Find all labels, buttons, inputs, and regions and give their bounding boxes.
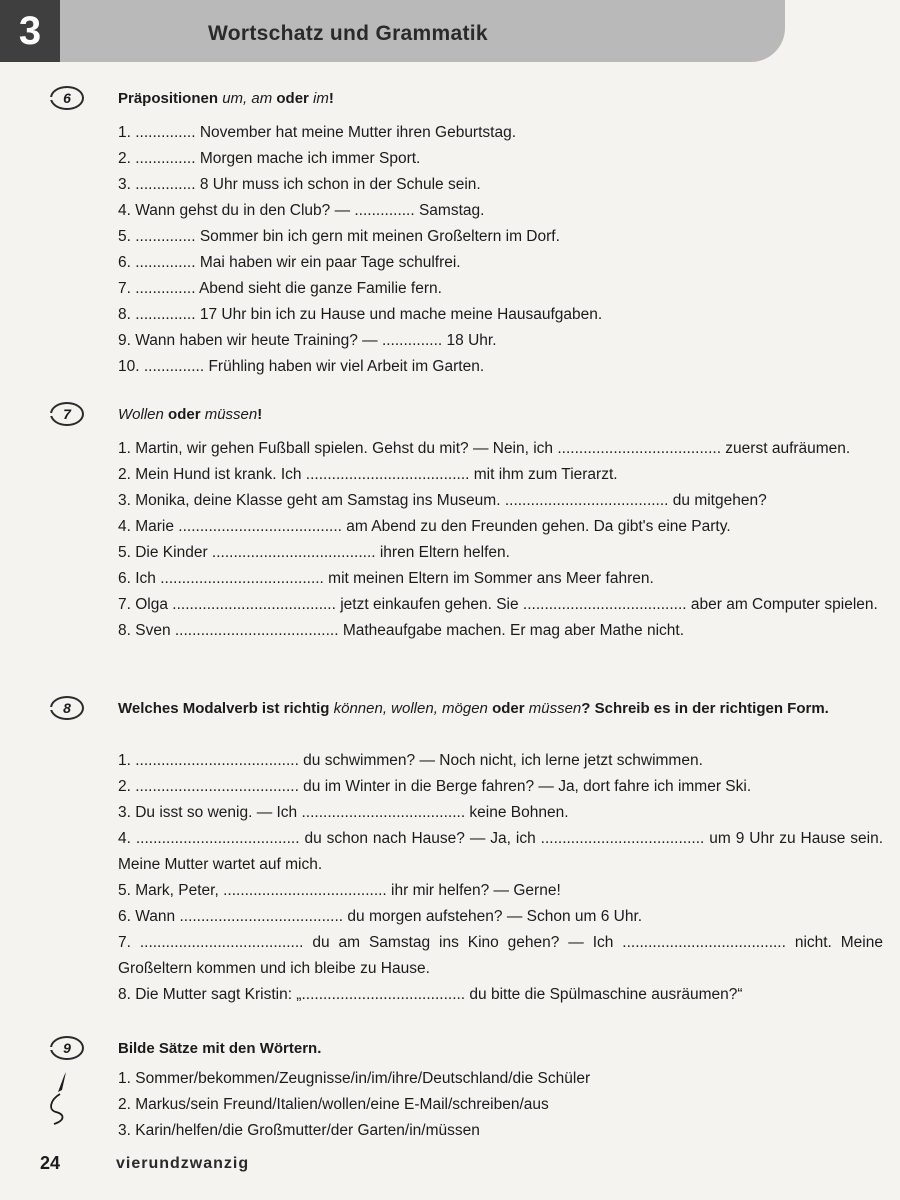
list-item: 1. Sommer/bekommen/Zeugnisse/in/im/ihre/Deutschland/die Schüler [118,1070,591,1087]
list-item: 3. Karin/helfen/die Großmutter/der Garten/in/müssen [118,1122,480,1139]
list-item: 8. Sven ...................................... Matheaufgabe machen. Er mag aber Mathe nicht. [118,622,685,639]
page-number-word: vierundzwanzig [116,1155,250,1172]
list-item: 2. Markus/sein Freund/Italien/wollen/eine E-Mail/schreiben/aus [118,1096,549,1113]
pen-icon [44,1068,74,1128]
list-item: 10. .............. Frühling haben wir viel Arbeit im Garten. [118,358,485,375]
list-item: 5. Mark, Peter, ...................................... ihr mir helfen? — Gerne! [118,882,561,899]
exercise-number-9: 9 [50,1036,84,1060]
list-item: 6. Wann ...................................... du morgen aufstehen? — Schon um 6 Uhr. [118,908,643,925]
list-item: 3. .............. 8 Uhr muss ich schon in der Schule sein. [118,176,481,193]
list-item: 8. Die Mutter sagt Kristin: „...................................... du bitte die Spülmaschine ausräumen?“ [118,986,743,1003]
list-item: 9. Wann haben wir heute Training? — .............. 18 Uhr. [118,332,497,349]
list-item: 2. Mein Hund ist krank. Ich ...................................... mit ihm zum Tierarzt. [118,466,618,483]
exercise-9-items [118,1066,883,1144]
list-item: 3. Monika, deine Klasse geht am Samstag ins Museum. ...................................... du mitgehen? [118,492,767,509]
list-item: 4. Wann gehst du in den Club? — .............. Samstag. [118,202,485,219]
list-item: 8. .............. 17 Uhr bin ich zu Hause und mache meine Hausaufgaben. [118,306,603,323]
list-item: 7. .............. Abend sieht die ganze Familie fern. [118,280,442,297]
exercise-number-6: 6 [50,86,84,110]
exercise-7-title: Wollen oder müssen! [118,406,263,423]
exercise-6-title: Präpositionen um, am oder im! [118,90,334,107]
exercise-9-title: Bilde Sätze mit den Wörtern. [118,1040,322,1057]
list-item: 7. ...................................... du am Samstag ins Kino gehen? — Ich ...................................... nicht. Meine Großeltern kommen und ich bleibe zu Hause. [118,934,883,977]
list-item: 2. ...................................... du im Winter in die Berge fahren? — Ja, dort fahre ich immer Ski. [118,778,752,795]
chapter-number: 3 [0,0,60,62]
list-item: 6. .............. Mai haben wir ein paar Tage schulfrei. [118,254,461,271]
exercise-8-title: Welches Modalverb ist richtig können, wollen, mögen oder müssen? Schreib es in der richtigen Form. [118,700,829,717]
exercise-number-7: 7 [50,402,84,426]
list-item: 7. Olga ...................................... jetzt einkaufen gehen. Sie ...................................... aber am Computer spielen. [118,596,878,613]
exercise-7-items [118,436,883,644]
list-item: 5. Die Kinder ...................................... ihren Eltern helfen. [118,544,510,561]
chapter-title: Wortschatz und Grammatik [208,22,488,45]
list-item: 2. .............. Morgen mache ich immer Sport. [118,150,421,167]
list-item: 6. Ich ...................................... mit meinen Eltern im Sommer ans Meer fahren. [118,570,654,587]
list-item: 1. ...................................... du schwimmen? — Noch nicht, ich lerne jetzt schwimmen. [118,752,703,769]
list-item: 1. Martin, wir gehen Fußball spielen. Gehst du mit? — Nein, ich ...................................... zuerst aufräumen. [118,440,851,457]
list-item: 1. .............. November hat meine Mutter ihren Geburtstag. [118,124,517,141]
list-item: 4. Marie ...................................... am Abend zu den Freunden gehen. Da gibt's eine Party. [118,518,731,535]
exercise-8-items [118,748,883,1008]
list-item: 5. .............. Sommer bin ich gern mit meinen Großeltern im Dorf. [118,228,560,245]
list-item: 3. Du isst so wenig. — Ich ...................................... keine Bohnen. [118,804,569,821]
exercise-number-8: 8 [50,696,84,720]
exercise-6-items [118,120,883,380]
page-number: 24 [40,1153,61,1173]
list-item: 4. ...................................... du schon nach Hause? — Ja, ich ...................................... um 9 Uhr zu Hause sein. Meine Mutter wartet auf mich. [118,830,883,873]
